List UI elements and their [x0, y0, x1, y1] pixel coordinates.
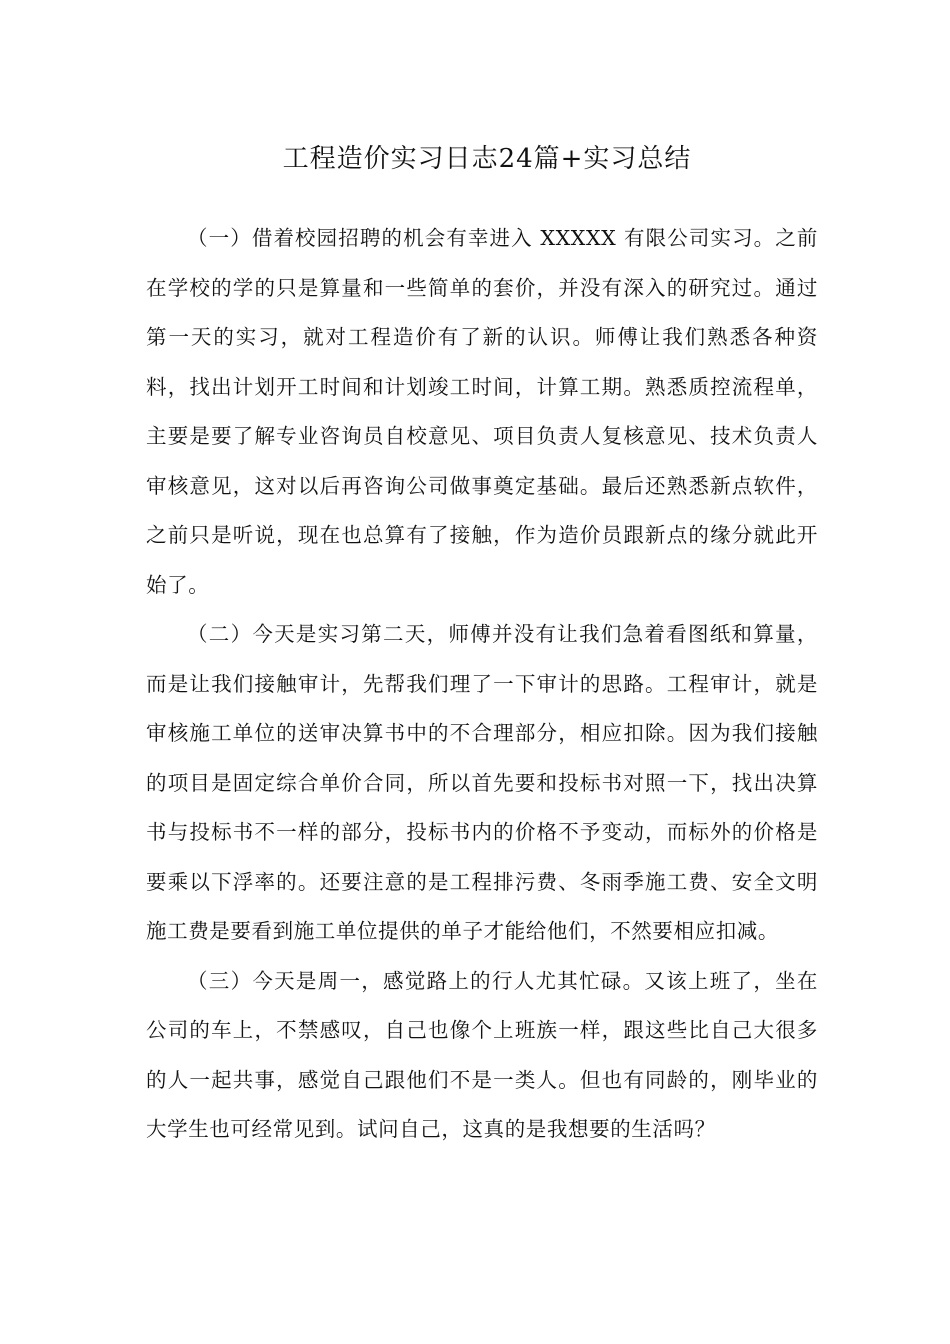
document-title: 工程造价实习日志24篇+实习总结: [282, 144, 692, 174]
document-body: [146, 214, 818, 1155]
paragraph-3: （三）今天是周一，感觉路上的行人尤其忙碌。又该上班了，坐在公司的车上，不禁感叹，自己也像个上班族一样，跟这些比自己大很多的人一起共事，感觉自己跟他们不是一类人。但也有同龄的，刚毕业的大学生也可经常见到。试问自己，这真的是我想要的生活吗？: [146, 968, 818, 1141]
paragraph-1: （一）借着校园招聘的机会有幸进入 XXXXX 有限公司实习。之前在学校的学的只是算量和一些简单的套价，并没有深入的研究过。通过第一天的实习，就对工程造价有了新的认识。师傅让我们熟悉各种资料，找出计划开工时间和计划竣工时间，计算工期。熟悉质控流程单，主要是要了解专业咨询员自校意见、项目负责人复核意见、技术负责人审核意见，这对以后再咨询公司做事奠定基础。最后还熟悉新点软件，之前只是听说，现在也总算有了接触，作为造价员跟新点的缘分就此开始了。: [146, 226, 818, 597]
paragraph-2: （二）今天是实习第二天，师傅并没有让我们急着看图纸和算量，而是让我们接触审计，先帮我们理了一下审计的思路。工程审计，就是审核施工单位的送审决算书中的不合理部分，相应扣除。因为我们接触的项目是固定综合单价合同，所以首先要和投标书对照一下，找出决算书与投标书不一样的部分，投标书内的价格不予变动，而标外的价格是要乘以下浮率的。还要注意的是工程排污费、冬雨季施工费、安全文明施工费是要看到施工单位提供的单子才能给他们，不然要相应扣减。: [146, 622, 818, 943]
